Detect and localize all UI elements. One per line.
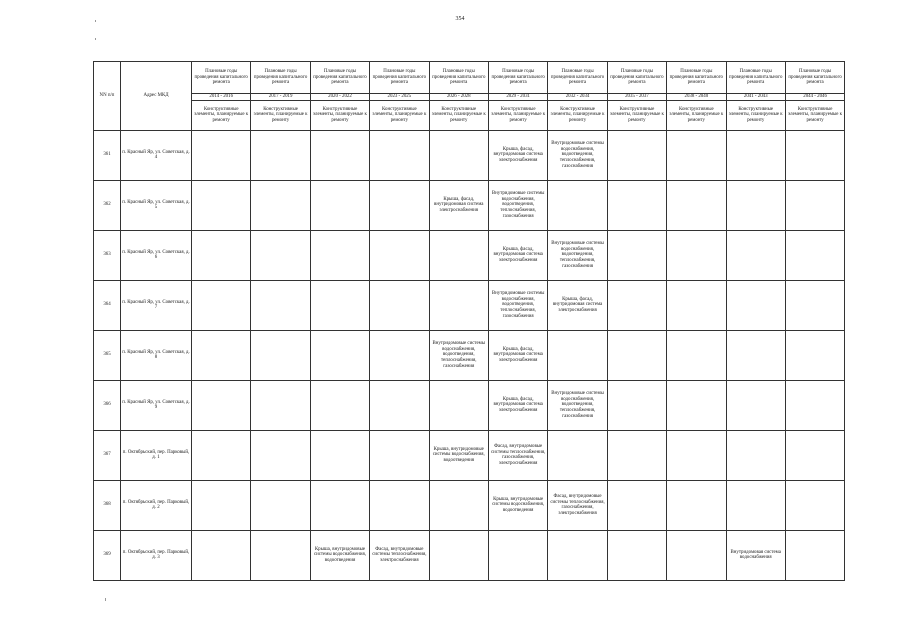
work-cell [192,380,251,430]
table-row [94,330,845,380]
work-cell [251,330,310,380]
row-number: 362 [94,180,121,230]
work-cell: Внутридомовая система водоснабжения [726,530,785,580]
row-address: п. Октябрьский, пер. Парковый, д. 1 [121,430,192,480]
row-number: 361 [94,130,121,180]
work-cell [607,130,666,180]
work-cell: Внутридомовые системы водоснабжения, водоотведения, теплоснабжения, газоснабжения [548,230,607,280]
table-row [94,430,845,480]
header-period: Плановые годы проведения капитального ремонта [310,62,369,94]
header-elements: Конструктивные элементы, планируемые к ремонту [607,100,666,130]
header-years: 2041 - 2043 [726,94,785,101]
header-years: 2026 - 2028 [429,94,488,101]
work-cell [726,380,785,430]
table-row [94,480,845,530]
header-years: 2032 - 2034 [548,94,607,101]
header-elements: Конструктивные элементы, планируемые к ремонту [251,100,310,130]
header-elements: Конструктивные элементы, планируемые к ремонту [370,100,429,130]
header-years: 2044 - 2046 [785,94,844,101]
work-cell: Внутридомовые системы водоснабжения, водоотведения, теплоснабжения, газоснабжения [488,180,547,230]
header-elements: Конструктивные элементы, планируемые к ремонту [429,100,488,130]
header-years: 2020 - 2022 [310,94,369,101]
work-cell [251,380,310,430]
table-row [94,530,845,580]
work-cell [548,430,607,480]
work-cell [785,430,844,480]
header-years: 2035 - 2037 [607,94,666,101]
row-number: 365 [94,330,121,380]
header-period: Плановые годы проведения капитального ремонта [726,62,785,94]
work-cell [310,430,369,480]
work-cell [548,530,607,580]
header-period: Плановые годы проведения капитального ремонта [488,62,547,94]
header-period: Плановые годы проведения капитального ремонта [607,62,666,94]
work-cell [607,430,666,480]
work-cell [607,380,666,430]
work-cell [251,480,310,530]
row-address: п. Октябрьский, пер. Парковый, д. 3 [121,530,192,580]
header-period: Плановые годы проведения капитального ремонта [429,62,488,94]
work-cell [607,180,666,230]
work-cell [667,180,726,230]
work-cell [192,280,251,330]
work-cell [607,230,666,280]
work-cell [310,380,369,430]
header-years: 2038 - 2040 [667,94,726,101]
work-cell [726,330,785,380]
work-cell: Крыша, внутридомовые системы водоснабжения, водоотведения [429,430,488,480]
work-cell: Фасад, внутридомовые системы теплоснабжения, газоснабжения, электроснабжения [488,430,547,480]
work-cell [192,430,251,480]
work-cell [251,280,310,330]
work-cell [192,480,251,530]
work-cell: Фасад, внутридомовые системы теплоснабжения, электроснабжения [370,530,429,580]
header-period: Плановые годы проведения капитального ремонта [370,62,429,94]
work-cell [726,430,785,480]
work-cell [607,280,666,330]
work-cell [667,230,726,280]
row-number: 369 [94,530,121,580]
work-cell: Крыша, фасад, внутридомовая система электроснабжения [488,230,547,280]
work-cell [251,230,310,280]
work-cell: Крыша, фасад, внутридомовая система электроснабжения [488,130,547,180]
repair-schedule-table [93,61,845,581]
header-period: Плановые годы проведения капитального ремонта [785,62,844,94]
scan-speck [95,38,96,40]
work-cell [785,530,844,580]
work-cell [192,330,251,380]
header-num: NN п/п [94,62,121,131]
work-cell: Крыша, фасад, внутридомовая система электроснабжения [548,280,607,330]
work-cell [726,130,785,180]
work-cell [192,130,251,180]
work-cell: Внутридомовые системы водоснабжения, водоотведения, теплоснабжения, газоснабжения [548,130,607,180]
work-cell: Фасад, внутридомовые системы теплоснабжения, газоснабжения, электроснабжения [548,480,607,530]
work-cell [429,230,488,280]
work-cell [192,180,251,230]
work-cell [548,330,607,380]
header-years: 2017 - 2019 [251,94,310,101]
work-cell: Крыша, внутридомовые системы водоснабжения, водоотведения [488,480,547,530]
work-cell [667,480,726,530]
work-cell [667,330,726,380]
header-elements: Конструктивные элементы, планируемые к ремонту [726,100,785,130]
scan-speck [95,20,96,22]
scan-speck [105,598,106,601]
work-cell [370,280,429,330]
row-address: п. Красный Яр, ул. Советская, д. 6 [121,230,192,280]
work-cell [429,280,488,330]
work-cell [667,130,726,180]
header-elements: Конструктивные элементы, планируемые к ремонту [785,100,844,130]
work-cell [310,480,369,530]
work-cell [251,130,310,180]
header-period: Плановые годы проведения капитального ремонта [548,62,607,94]
work-cell [429,130,488,180]
table-row [94,180,845,230]
work-cell [667,530,726,580]
table-row [94,380,845,430]
page-number: 354 [455,16,465,22]
work-cell: Внутридомовые системы водоснабжения, водоотведения, теплоснабжения, газоснабжения [488,280,547,330]
work-cell [785,180,844,230]
row-number: 367 [94,430,121,480]
work-cell [667,380,726,430]
header-elements: Конструктивные элементы, планируемые к ремонту [488,100,547,130]
row-address: п. Красный Яр, ул. Советская, д. 7 [121,280,192,330]
row-address: п. Красный Яр, ул. Советская, д. 4 [121,130,192,180]
header-years: 2023 - 2025 [370,94,429,101]
header-elements: Конструктивные элементы, планируемые к ремонту [667,100,726,130]
work-cell [370,130,429,180]
header-elements: Конструктивные элементы, планируемые к ремонту [548,100,607,130]
row-address: п. Красный Яр, ул. Советская, д. 5 [121,180,192,230]
work-cell [726,180,785,230]
work-cell [726,230,785,280]
work-cell [370,380,429,430]
header-elements: Конструктивные элементы, планируемые к ремонту [310,100,369,130]
header-elements: Конструктивные элементы, планируемые к ремонту [192,100,251,130]
work-cell [548,180,607,230]
header-period: Плановые годы проведения капитального ремонта [251,62,310,94]
work-cell [429,530,488,580]
row-address: п. Красный Яр, ул. Советская, д. 8 [121,330,192,380]
header-years: 2029 - 2031 [488,94,547,101]
work-cell [192,230,251,280]
header-period: Плановые годы проведения капитального ремонта [667,62,726,94]
work-cell [370,330,429,380]
header-period: Плановые годы проведения капитального ремонта [192,62,251,94]
work-cell: Крыша, фасад, внутридомовая система электроснабжения [429,180,488,230]
work-cell [251,530,310,580]
row-number: 364 [94,280,121,330]
work-cell [785,480,844,530]
work-cell [488,530,547,580]
work-cell [429,380,488,430]
header-address: Адрес МКД [121,62,192,131]
row-number: 366 [94,380,121,430]
work-cell: Внутридомовые системы водоснабжения, водоотведения, теплоснабжения, газоснабжения [429,330,488,380]
work-cell [667,280,726,330]
work-cell [192,530,251,580]
work-cell [429,480,488,530]
work-cell: Крыша, внутридомовые системы водоснабжения, водоотведения [310,530,369,580]
work-cell [726,480,785,530]
row-number: 368 [94,480,121,530]
table-row [94,280,845,330]
header-years: 2014 - 2016 [192,94,251,101]
work-cell [785,280,844,330]
work-cell [370,230,429,280]
work-cell [370,480,429,530]
work-cell [310,130,369,180]
row-address: п. Красный Яр, ул. Советская, д. 9 [121,380,192,430]
work-cell [310,330,369,380]
row-address: п. Октябрьский, пер. Парковый, д. 2 [121,480,192,530]
work-cell [607,530,666,580]
work-cell [251,180,310,230]
work-cell [607,480,666,530]
work-cell [251,430,310,480]
work-cell [726,280,785,330]
work-cell [607,330,666,380]
work-cell [310,280,369,330]
row-number: 363 [94,230,121,280]
work-cell: Крыша, фасад, внутридомовая система электроснабжения [488,380,547,430]
work-cell [310,180,369,230]
work-cell [667,430,726,480]
work-cell [785,330,844,380]
work-cell [370,180,429,230]
work-cell [785,130,844,180]
table-row [94,230,845,280]
work-cell: Внутридомовые системы водоснабжения, водоотведения, теплоснабжения, газоснабжения [548,380,607,430]
work-cell [310,230,369,280]
table-row [94,130,845,180]
work-cell [370,430,429,480]
work-cell: Крыша, фасад, внутридомовая система электроснабжения [488,330,547,380]
work-cell [785,380,844,430]
work-cell [785,230,844,280]
